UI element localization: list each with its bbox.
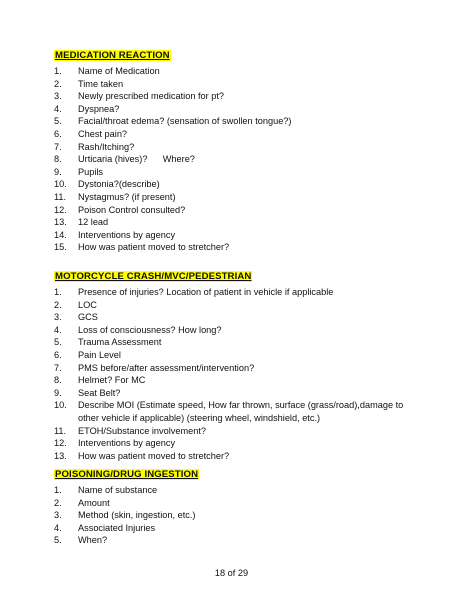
section-motorcycle-crash <box>54 266 424 462</box>
item-text: Urticaria (hives)? Where? <box>78 154 195 165</box>
item-number: 10. <box>54 400 67 411</box>
item-number: 13. <box>54 450 67 461</box>
item-number: 11. <box>54 191 67 202</box>
item-text: Interventions by agency <box>78 438 176 449</box>
list-item <box>54 299 424 312</box>
section-poisoning <box>54 464 424 547</box>
list-item <box>54 229 424 242</box>
list-item <box>54 450 424 463</box>
list-item <box>54 204 424 217</box>
list-item <box>54 324 424 337</box>
list-item <box>54 153 424 166</box>
item-number: 9. <box>54 387 62 398</box>
item-text: Trauma Assessment <box>78 337 162 348</box>
list-item <box>54 65 424 78</box>
item-text: Method (skin, ingestion, etc.) <box>78 510 196 521</box>
list-item <box>54 178 424 191</box>
item-text: How was patient moved to stretcher? <box>78 450 230 461</box>
item-number: 9. <box>54 166 62 177</box>
list-item <box>54 534 424 547</box>
item-number: 4. <box>54 103 62 114</box>
list-item <box>54 128 424 141</box>
item-number: 7. <box>54 362 62 373</box>
item-text: Newly prescribed medication for pt? <box>78 91 225 102</box>
item-number: 6. <box>54 349 62 360</box>
list-item <box>54 362 424 375</box>
item-text: Name of Medication <box>78 66 160 76</box>
list-item <box>54 522 424 535</box>
item-text: Describe MOI (Estimate speed, How far thrown, surface (grass/road),damage to other vehicle if applicable) (steering wheel, windshield, etc.) <box>78 400 406 423</box>
list-item <box>54 115 424 128</box>
list-item <box>54 286 424 299</box>
item-number: 4. <box>54 522 62 533</box>
item-text: GCS <box>78 312 98 323</box>
item-number: 14. <box>54 229 67 240</box>
item-text: When? <box>78 535 108 546</box>
list-item <box>54 78 424 91</box>
checklist <box>54 65 424 254</box>
item-number: 7. <box>54 141 62 152</box>
item-number: 3. <box>54 312 62 323</box>
item-text: Presence of injuries? Location of patient in vehicle if applicable <box>78 287 334 297</box>
item-number: 8. <box>54 154 62 165</box>
item-number: 5. <box>54 535 62 546</box>
item-number: 10. <box>54 179 67 190</box>
item-number: 2. <box>54 78 62 89</box>
item-text: Rash/Itching? <box>78 141 135 152</box>
item-text: Helmet? For MC <box>78 375 146 386</box>
list-item <box>54 349 424 362</box>
list-item <box>54 191 424 204</box>
list-item <box>54 216 424 229</box>
item-number: 4. <box>54 324 62 335</box>
item-text: Dystonia?(describe) <box>78 179 160 190</box>
item-number: 3. <box>54 91 62 102</box>
list-item <box>54 509 424 522</box>
list-item <box>54 166 424 179</box>
item-text: Amount <box>78 497 110 508</box>
list-item <box>54 484 424 497</box>
item-text: Loss of consciousness? How long? <box>78 324 222 335</box>
checklist <box>54 484 424 547</box>
item-number: 15. <box>54 242 67 253</box>
list-item <box>54 437 424 450</box>
list-item <box>54 497 424 510</box>
item-number: 5. <box>54 116 62 127</box>
item-number: 1. <box>54 485 62 495</box>
item-number: 1. <box>54 287 62 297</box>
section-medication-reaction <box>54 45 424 254</box>
item-number: 1. <box>54 66 62 76</box>
item-number: 12. <box>54 438 67 449</box>
item-text: ETOH/Substance involvement? <box>78 425 207 436</box>
item-text: LOC <box>78 299 97 310</box>
item-text: Dyspnea? <box>78 103 120 114</box>
item-number: 11. <box>54 425 67 436</box>
list-item <box>54 311 424 324</box>
item-number: 12. <box>54 204 67 215</box>
item-text: Time taken <box>78 78 124 89</box>
item-text: Pupils <box>78 166 104 177</box>
item-text: How was patient moved to stretcher? <box>78 242 230 253</box>
list-item <box>54 425 424 438</box>
item-text: Nystagmus? (if present) <box>78 191 176 202</box>
page-number: 18 of 29 <box>214 568 249 578</box>
section-heading: POISONING/DRUG INGESTION <box>55 469 199 480</box>
item-text: Poison Control consulted? <box>78 204 186 215</box>
checklist <box>54 286 424 462</box>
section-heading: MEDICATION REACTION <box>55 50 170 61</box>
list-item <box>54 141 424 154</box>
item-text: Associated Injuries <box>78 522 156 533</box>
item-text: Facial/throat edema? (sensation of swollen tongue?) <box>78 116 292 127</box>
item-number: 6. <box>54 128 62 139</box>
item-text: PMS before/after assessment/intervention? <box>78 362 255 373</box>
item-text: Interventions by agency <box>78 229 176 240</box>
item-text: Name of substance <box>78 485 158 495</box>
item-number: 5. <box>54 337 62 348</box>
item-number: 2. <box>54 497 62 508</box>
list-item <box>54 103 424 116</box>
list-item <box>54 387 424 400</box>
item-text: Seat Belt? <box>78 387 121 398</box>
item-text: 12 lead <box>78 217 109 228</box>
list-item <box>54 241 424 254</box>
list-item <box>54 374 424 387</box>
item-text: Pain Level <box>78 349 121 360</box>
item-number: 8. <box>54 375 62 386</box>
item-text: Chest pain? <box>78 128 128 139</box>
list-item <box>54 90 424 103</box>
list-item <box>54 336 424 349</box>
item-number: 2. <box>54 299 62 310</box>
section-heading: MOTORCYCLE CRASH/MVC/PEDESTRIAN <box>55 271 252 282</box>
item-number: 3. <box>54 510 62 521</box>
item-number: 13. <box>54 217 67 228</box>
list-item <box>54 399 424 424</box>
